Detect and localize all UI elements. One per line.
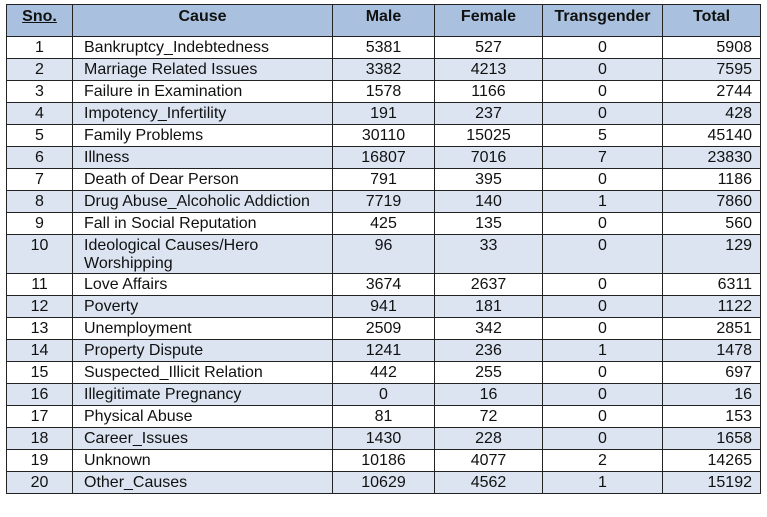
cell-total: 129 [663,235,761,274]
cell-male: 1430 [333,428,435,450]
cell-transgender: 0 [543,59,663,81]
cell-cause: Illegitimate Pregnancy [73,384,333,406]
cell-female: 527 [435,37,543,59]
cell-female: 135 [435,213,543,235]
cell-sno: 17 [7,406,73,428]
cell-transgender: 0 [543,103,663,125]
cell-cause: Fall in Social Reputation [73,213,333,235]
table-row [7,274,761,296]
cell-total: 5908 [663,37,761,59]
cell-total: 1478 [663,340,761,362]
cell-male: 1578 [333,81,435,103]
header-row [7,5,761,37]
cell-transgender: 0 [543,384,663,406]
header-female: Female [435,5,543,37]
table-row [7,169,761,191]
table-row [7,362,761,384]
cell-transgender: 1 [543,472,663,494]
cell-cause: Career_Issues [73,428,333,450]
cell-female: 4077 [435,450,543,472]
cell-cause: Other_Causes [73,472,333,494]
cell-cause: Suspected_Illicit Relation [73,362,333,384]
cell-transgender: 7 [543,147,663,169]
cell-total: 560 [663,213,761,235]
table-row [7,103,761,125]
cell-female: 228 [435,428,543,450]
cell-male: 30110 [333,125,435,147]
cell-sno: 1 [7,37,73,59]
cell-female: 4213 [435,59,543,81]
cell-sno: 13 [7,318,73,340]
cell-transgender: 0 [543,274,663,296]
table-row [7,296,761,318]
table-row [7,384,761,406]
table-row [7,406,761,428]
table-row [7,147,761,169]
cell-female: 181 [435,296,543,318]
cell-cause: Property Dispute [73,340,333,362]
cell-male: 3382 [333,59,435,81]
table-row [7,191,761,213]
cell-total: 6311 [663,274,761,296]
cell-female: 2637 [435,274,543,296]
cell-female: 140 [435,191,543,213]
cell-total: 23830 [663,147,761,169]
cell-cause: Physical Abuse [73,406,333,428]
cell-male: 81 [333,406,435,428]
cell-female: 72 [435,406,543,428]
cell-total: 697 [663,362,761,384]
cell-cause: Failure in Examination [73,81,333,103]
table-row [7,37,761,59]
cell-male: 10186 [333,450,435,472]
table-row [7,450,761,472]
cell-sno: 10 [7,235,73,274]
cell-cause: Drug Abuse_Alcoholic Addiction [73,191,333,213]
cell-total: 2744 [663,81,761,103]
cell-total: 7595 [663,59,761,81]
cell-female: 4562 [435,472,543,494]
cell-sno: 4 [7,103,73,125]
table-row [7,472,761,494]
cell-sno: 8 [7,191,73,213]
cell-transgender: 0 [543,406,663,428]
cell-sno: 15 [7,362,73,384]
cell-sno: 7 [7,169,73,191]
cell-female: 395 [435,169,543,191]
cell-male: 3674 [333,274,435,296]
cell-female: 236 [435,340,543,362]
table-row [7,213,761,235]
cell-total: 428 [663,103,761,125]
cell-male: 941 [333,296,435,318]
cell-male: 5381 [333,37,435,59]
cell-female: 15025 [435,125,543,147]
cell-male: 1241 [333,340,435,362]
cell-transgender: 0 [543,37,663,59]
cell-sno: 9 [7,213,73,235]
cell-sno: 2 [7,59,73,81]
cell-female: 342 [435,318,543,340]
suicide-causes-table [6,4,761,494]
cell-sno: 16 [7,384,73,406]
cell-female: 33 [435,235,543,274]
cell-sno: 11 [7,274,73,296]
cell-cause: Marriage Related Issues [73,59,333,81]
cell-cause: Illness [73,147,333,169]
cell-total: 7860 [663,191,761,213]
cell-sno: 6 [7,147,73,169]
cell-transgender: 0 [543,235,663,274]
cell-total: 14265 [663,450,761,472]
table-row [7,235,761,274]
table-header [7,5,761,37]
cell-male: 191 [333,103,435,125]
cell-transgender: 0 [543,81,663,103]
cell-transgender: 0 [543,213,663,235]
cell-male: 16807 [333,147,435,169]
table-row [7,340,761,362]
cell-transgender: 0 [543,428,663,450]
cell-sno: 12 [7,296,73,318]
cell-transgender: 2 [543,450,663,472]
table-row [7,59,761,81]
cell-cause: Unknown [73,450,333,472]
cell-transgender: 0 [543,169,663,191]
cell-male: 0 [333,384,435,406]
cell-sno: 18 [7,428,73,450]
cell-total: 1186 [663,169,761,191]
cell-male: 96 [333,235,435,274]
cell-transgender: 1 [543,191,663,213]
table-body [7,37,761,494]
table-row [7,81,761,103]
cell-female: 255 [435,362,543,384]
cell-male: 7719 [333,191,435,213]
cell-male: 442 [333,362,435,384]
cell-male: 10629 [333,472,435,494]
cell-total: 16 [663,384,761,406]
header-total: Total [663,5,761,37]
cell-sno: 5 [7,125,73,147]
cell-sno: 20 [7,472,73,494]
cell-total: 15192 [663,472,761,494]
header-cause: Cause [73,5,333,37]
cell-transgender: 0 [543,296,663,318]
cell-female: 1166 [435,81,543,103]
cell-transgender: 1 [543,340,663,362]
cell-cause: Bankruptcy_Indebtedness [73,37,333,59]
cell-sno: 19 [7,450,73,472]
cell-total: 45140 [663,125,761,147]
header-transgender: Transgender [543,5,663,37]
header-sno: Sno. [7,5,73,37]
cell-sno: 3 [7,81,73,103]
table-row [7,428,761,450]
cell-female: 16 [435,384,543,406]
cell-cause: Love Affairs [73,274,333,296]
cell-male: 791 [333,169,435,191]
header-male: Male [333,5,435,37]
cell-female: 7016 [435,147,543,169]
cell-total: 2851 [663,318,761,340]
cell-cause: Ideological Causes/Hero Worshipping [73,235,333,274]
cell-total: 1122 [663,296,761,318]
cell-transgender: 0 [543,318,663,340]
cell-male: 2509 [333,318,435,340]
table-row [7,318,761,340]
cell-male: 425 [333,213,435,235]
table-row [7,125,761,147]
cell-cause: Family Problems [73,125,333,147]
cell-female: 237 [435,103,543,125]
cell-transgender: 0 [543,362,663,384]
cell-sno: 14 [7,340,73,362]
cell-cause: Impotency_Infertility [73,103,333,125]
cell-cause: Death of Dear Person [73,169,333,191]
cell-transgender: 5 [543,125,663,147]
cell-cause: Poverty [73,296,333,318]
cell-total: 1658 [663,428,761,450]
cell-total: 153 [663,406,761,428]
cell-cause: Unemployment [73,318,333,340]
